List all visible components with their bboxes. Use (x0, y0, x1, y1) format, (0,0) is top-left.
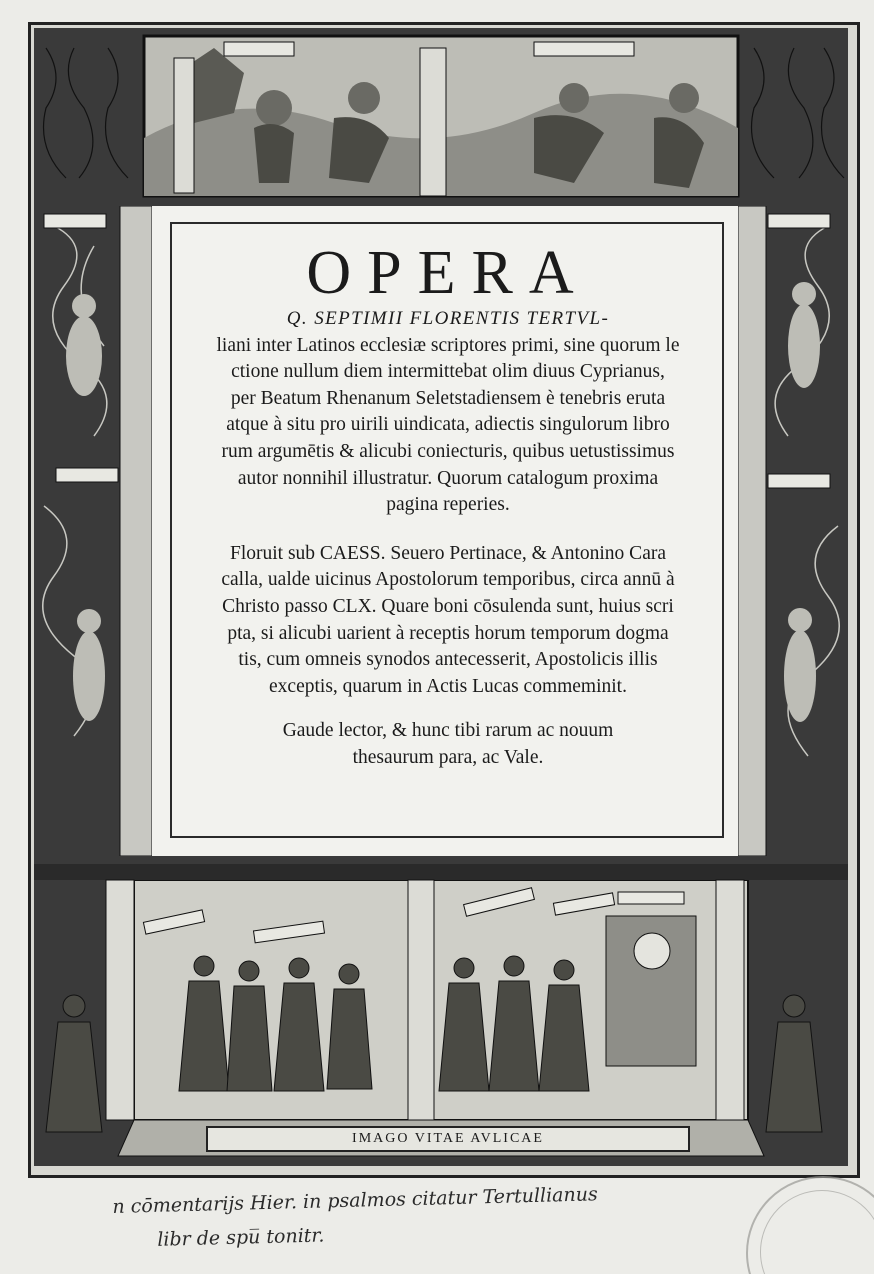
left-woodcut-column (34, 206, 152, 856)
spacer (178, 700, 718, 718)
floruit-line: pta, si alicubi uarient à receptis horum temporum dogma (227, 622, 669, 644)
top-woodcut-panel (34, 28, 848, 206)
floruit-line: tis, cum omneis synodos antecesserit, Apostolicis illis (238, 649, 658, 671)
closing-line: Gaude lector, & hunc tibi rarum ac nouum (282, 720, 614, 742)
court-life-illustration (34, 856, 848, 1166)
handwritten-annotation (112, 1172, 814, 1258)
right-woodcut-illustration (738, 206, 848, 856)
handwritten-line: libr de spu̅ tonitr. (157, 1224, 325, 1251)
top-woodcut-illustration (34, 28, 848, 206)
body-line: per Beatum Rhenanum Seletstadiensem è tenebris eruta (230, 387, 666, 409)
bottom-woodcut-scene (34, 856, 848, 1166)
body-line: rum argumētis & alicubi coniecturis, quibus uetustissimus (221, 440, 675, 462)
body-line: autor nonnihil illustratur. Quorum catalogum proxima (237, 467, 659, 489)
scene-caption: IMAGO VITAE AVLICAE (206, 1126, 690, 1152)
spacer (178, 519, 718, 541)
body-line: liani inter Latinos ecclesiæ scriptores primi, sine quorum le (216, 334, 680, 356)
left-woodcut-illustration (34, 206, 152, 856)
library-stamp-ring (760, 1190, 874, 1274)
body-line: atque à situ pro uirili uindicata, adiectis singulorum libro (226, 414, 670, 436)
floruit-line: calla, ualde uicinus Apostolorum temporibus, circa annū à (221, 569, 675, 591)
body-line: pagina reperies. (386, 494, 510, 516)
body-line: ctione nullum diem intermittebat olim diuus Cyprianus, (231, 361, 665, 383)
main-title: OPERA (306, 239, 590, 307)
handwritten-line: n cōmentarijs Hier. in psalmos citatur Tertullianus (112, 1183, 598, 1218)
right-woodcut-column (738, 206, 848, 856)
floruit-line: Floruit sub CAESS. Seuero Pertinace, & Antonino Cara (229, 542, 666, 564)
title-page-text (178, 240, 718, 772)
floruit-line: exceptis, quarum in Actis Lucas commeminit. (269, 675, 627, 697)
author-line: Q. SEPTIMII FLORENTIS TERTVL- (286, 308, 610, 329)
floruit-line: Christo passo CLX. Quare boni cōsulenda sunt, huius scri (222, 595, 674, 617)
closing-line: thesaurum para, ac Vale. (352, 746, 544, 768)
